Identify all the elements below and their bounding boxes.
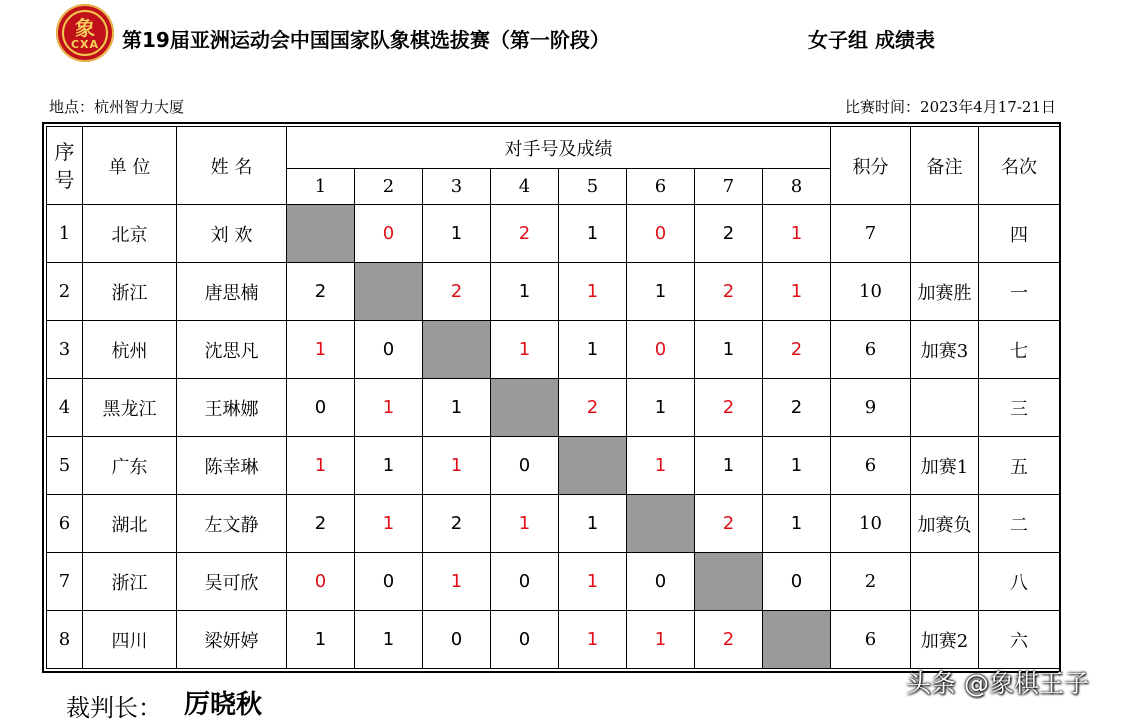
score-cell: 1 [559,495,627,553]
score-cell: 1 [423,205,491,263]
score-cell: 1 [355,495,423,553]
score-cell: 0 [627,205,695,263]
table-row [47,553,1060,611]
name-cell: 王琳娜 [177,379,287,437]
table-row [47,437,1060,495]
logo-text: CXA [70,38,100,51]
rank-cell: 六 [979,611,1060,669]
unit-cell: 浙江 [83,263,177,321]
table-row [47,321,1060,379]
score-cell: 2 [763,321,831,379]
table-row [47,205,1060,263]
col-rank-header: 名次 [979,127,1060,205]
score-cell: 1 [695,437,763,495]
referee-name: 厉晓秋 [184,690,263,720]
score-cell: 2 [695,205,763,263]
score-cell: 1 [559,205,627,263]
col-opponents-header: 对手号及成绩 [287,127,831,169]
opponent-number-8: 8 [763,169,831,205]
opponent-number-5: 5 [559,169,627,205]
date-text: 比赛时间：2023年4月17-21日 [845,98,1056,116]
rank-cell: 三 [979,379,1060,437]
col-note-header: 备注 [911,127,979,205]
opponent-number-4: 4 [491,169,559,205]
unit-cell: 广东 [83,437,177,495]
note-cell: 加赛1 [911,437,979,495]
score-cell: 1 [287,611,355,669]
self-blank-cell [559,437,627,495]
score-cell: 1 [491,321,559,379]
score-cell: 0 [627,321,695,379]
score-cell: 1 [695,321,763,379]
score-cell: 0 [491,611,559,669]
self-blank-cell [695,553,763,611]
score-cell: 0 [423,611,491,669]
name-cell: 陈幸琳 [177,437,287,495]
score-cell: 1 [355,611,423,669]
table-row [47,379,1060,437]
score-cell: 1 [559,263,627,321]
col-points-header: 积分 [831,127,911,205]
score-cell: 1 [627,611,695,669]
name-cell: 左文静 [177,495,287,553]
points-cell: 2 [831,553,911,611]
rank-cell: 八 [979,553,1060,611]
score-cell: 1 [559,611,627,669]
opponent-number-1: 1 [287,169,355,205]
table-row [47,495,1060,553]
score-cell: 1 [423,379,491,437]
self-blank-cell [423,321,491,379]
score-cell: 2 [287,263,355,321]
note-cell [911,205,979,263]
results-table [46,126,1060,669]
page-subtitle: 女子组 成绩表 [808,28,935,52]
seq-cell: 3 [47,321,83,379]
points-cell: 9 [831,379,911,437]
unit-cell: 湖北 [83,495,177,553]
score-cell: 1 [627,379,695,437]
seq-cell: 1 [47,205,83,263]
header-row [47,127,1060,169]
score-cell: 1 [763,263,831,321]
col-name-header: 姓 名 [177,127,287,205]
name-cell: 沈思凡 [177,321,287,379]
name-cell: 刘 欢 [177,205,287,263]
name-cell: 唐思楠 [177,263,287,321]
points-cell: 10 [831,263,911,321]
score-cell: 2 [423,263,491,321]
opponent-number-7: 7 [695,169,763,205]
page-title: 第19届亚洲运动会中国国家队象棋选拔赛（第一阶段） [122,28,610,52]
cxa-logo [56,4,114,62]
note-cell: 加赛2 [911,611,979,669]
score-cell: 2 [695,379,763,437]
score-cell: 1 [491,495,559,553]
score-cell: 0 [627,553,695,611]
score-cell: 1 [423,553,491,611]
score-cell: 0 [287,553,355,611]
seq-cell: 8 [47,611,83,669]
note-cell: 加赛负 [911,495,979,553]
watermark: 头条 @象棋王子 [906,669,1089,698]
score-cell: 2 [559,379,627,437]
score-cell: 1 [355,379,423,437]
rank-cell: 二 [979,495,1060,553]
score-cell: 0 [491,553,559,611]
score-cell: 1 [491,263,559,321]
note-cell: 加赛胜 [911,263,979,321]
points-cell: 10 [831,495,911,553]
score-cell: 0 [355,553,423,611]
score-cell: 2 [763,379,831,437]
score-cell: 1 [763,205,831,263]
seq-cell: 2 [47,263,83,321]
unit-cell: 浙江 [83,553,177,611]
rank-cell: 四 [979,205,1060,263]
score-cell: 2 [695,263,763,321]
col-seq-header: 序号 [47,127,83,205]
unit-cell: 黑龙江 [83,379,177,437]
name-cell: 梁妍婷 [177,611,287,669]
note-cell [911,553,979,611]
logo-glyph: 象 [75,16,95,40]
col-unit-header: 单 位 [83,127,177,205]
score-cell: 1 [355,437,423,495]
score-cell: 0 [355,321,423,379]
points-cell: 6 [831,321,911,379]
seq-cell: 7 [47,553,83,611]
score-cell: 1 [763,437,831,495]
points-cell: 6 [831,437,911,495]
score-cell: 2 [695,611,763,669]
score-cell: 1 [627,263,695,321]
score-cell: 1 [287,321,355,379]
opponent-number-2: 2 [355,169,423,205]
score-cell: 0 [287,379,355,437]
self-blank-cell [627,495,695,553]
score-cell: 1 [423,437,491,495]
score-cell: 2 [491,205,559,263]
referee-label: 裁判长： [66,694,162,722]
table-row [47,611,1060,669]
score-cell: 1 [287,437,355,495]
score-cell: 0 [491,437,559,495]
score-cell: 1 [559,321,627,379]
score-cell: 1 [627,437,695,495]
self-blank-cell [355,263,423,321]
unit-cell: 北京 [83,205,177,263]
self-blank-cell [491,379,559,437]
venue-text: 地点：杭州智力大厦 [49,98,185,116]
seq-cell: 6 [47,495,83,553]
rank-cell: 五 [979,437,1060,495]
self-blank-cell [763,611,831,669]
seq-cell: 4 [47,379,83,437]
points-cell: 6 [831,611,911,669]
score-cell: 1 [763,495,831,553]
self-blank-cell [287,205,355,263]
table-row [47,263,1060,321]
score-cell: 2 [423,495,491,553]
unit-cell: 杭州 [83,321,177,379]
note-cell: 加赛3 [911,321,979,379]
points-cell: 7 [831,205,911,263]
score-cell: 0 [763,553,831,611]
name-cell: 吴可欣 [177,553,287,611]
score-cell: 0 [355,205,423,263]
rank-cell: 七 [979,321,1060,379]
opponent-number-3: 3 [423,169,491,205]
unit-cell: 四川 [83,611,177,669]
score-cell: 2 [695,495,763,553]
rank-cell: 一 [979,263,1060,321]
seq-cell: 5 [47,437,83,495]
opponent-number-6: 6 [627,169,695,205]
score-cell: 1 [559,553,627,611]
note-cell [911,379,979,437]
score-cell: 2 [287,495,355,553]
